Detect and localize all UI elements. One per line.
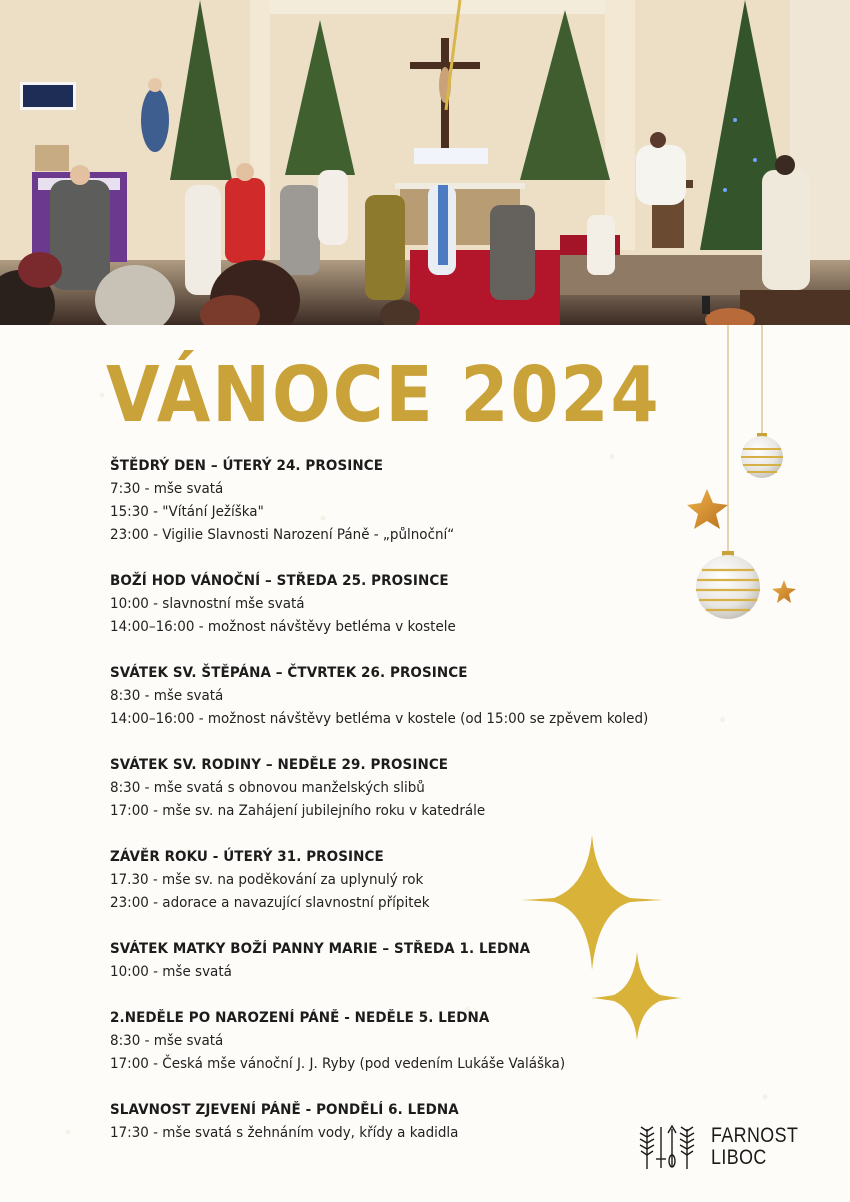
small-sparkle-icon (590, 952, 683, 1040)
schedule-entry: 8:30 - mše svatá (110, 1033, 224, 1049)
schedule-entry: 10:00 - slavnostní mše svatá (110, 596, 305, 612)
church-nativity-scene (0, 0, 850, 325)
schedule-entry: 14:00–16:00 - možnost návštěvy betléma v kostele (110, 619, 456, 635)
schedule-entry: 17.30 - mše sv. na poděkování za uplynulý rok (110, 872, 424, 888)
section-heading: BOŽÍ HOD VÁNOČNÍ – STŘEDA 25. PROSINCE (110, 573, 449, 589)
schedule-entry: 23:00 - adorace a navazující slavnostní přípitek (110, 895, 430, 911)
schedule-section (110, 754, 710, 823)
header-photo (0, 0, 850, 325)
schedule-section (110, 662, 710, 731)
schedule-list (110, 455, 710, 1168)
large-sparkle-icon (520, 835, 665, 970)
schedule-entry: 17:30 - mše svatá s žehnáním vody, křídy a kadidla (110, 1125, 459, 1141)
section-heading: ZÁVĚR ROKU - ÚTERÝ 31. PROSINCE (110, 849, 384, 865)
small-ornament-ball-icon (741, 433, 783, 478)
schedule-entry: 8:30 - mše svatá s obnovou manželských slibů (110, 780, 425, 796)
schedule-entry: 15:30 - "Vítání Ježíška" (110, 504, 264, 520)
logo-line1: FARNOST (711, 1124, 799, 1147)
schedule-entry: 23:00 - Vigilie Slavnosti Narození Páně - „půlnoční“ (110, 527, 455, 543)
section-heading: SVÁTEK MATKY BOŽÍ PANNY MARIE – STŘEDA 1. LEDNA (110, 941, 531, 957)
hanging-ornaments-decoration (680, 325, 810, 635)
sparkle-stars-decoration (520, 830, 700, 1045)
section-heading: ŠTĚDRÝ DEN – ÚTERÝ 24. PROSINCE (110, 458, 384, 474)
schedule-section (110, 1099, 710, 1145)
small-gold-star-icon (772, 580, 796, 603)
section-heading: SVÁTEK SV. ŠTĚPÁNA – ČTVRTEK 26. PROSINCE (110, 665, 468, 681)
section-heading: SVÁTEK SV. RODINY – NEDĚLE 29. PROSINCE (110, 757, 449, 773)
schedule-entry: 7:30 - mše svatá (110, 481, 224, 497)
large-ornament-ball-icon (696, 551, 760, 619)
schedule-entry: 10:00 - mše svatá (110, 964, 232, 980)
schedule-entry: 17:00 - Česká mše vánoční J. J. Ryby (pod vedením Lukáše Valáška) (110, 1056, 566, 1072)
schedule-section (110, 570, 710, 639)
wheat-sword-arrow-wheat-icon (637, 1123, 705, 1171)
schedule-entry: 17:00 - mše sv. na Zahájení jubilejního roku v katedrále (110, 803, 486, 819)
page-title: VÁNOCE 2024 (106, 351, 661, 440)
section-heading: SLAVNOST ZJEVENÍ PÁNĚ - PONDĚLÍ 6. LEDNA (110, 1102, 459, 1118)
logo-line2: LIBOC (711, 1146, 767, 1169)
parish-name (711, 1125, 798, 1169)
schedule-entry: 14:00–16:00 - možnost návštěvy betléma v kostele (od 15:00 se zpěvem koled) (110, 711, 649, 727)
section-heading: 2.NEDĚLE PO NAROZENÍ PÁNĚ - NEDĚLE 5. LEDNA (110, 1010, 490, 1026)
schedule-entry: 8:30 - mše svatá (110, 688, 224, 704)
schedule-section (110, 455, 710, 547)
gold-star-icon (687, 489, 728, 529)
parish-logo (637, 1122, 814, 1172)
